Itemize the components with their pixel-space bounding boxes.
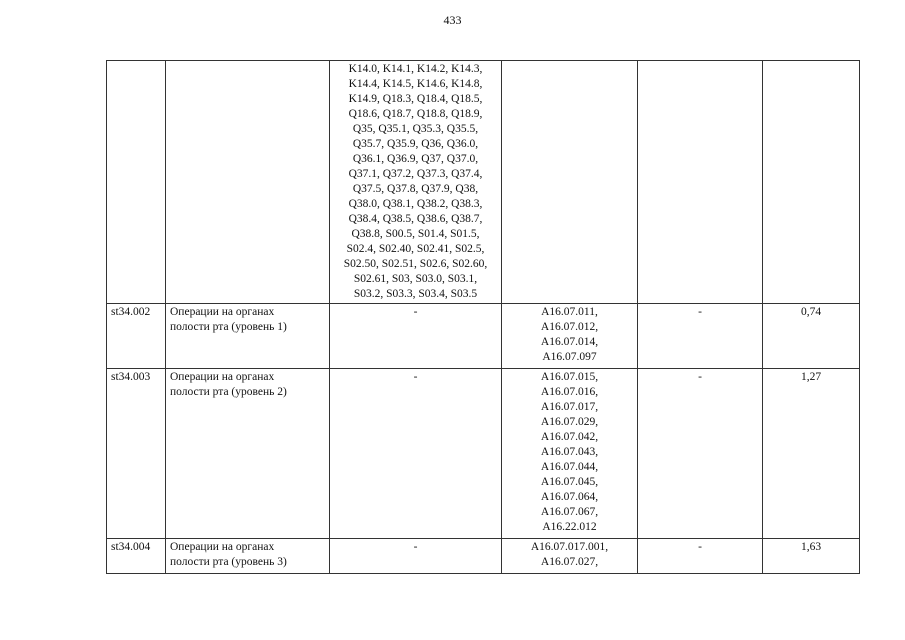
diagnosis-line: Q37.1, Q37.2, Q37.3, Q37.4, — [348, 168, 483, 180]
service-line: A16.07.027, — [540, 556, 599, 568]
ksg-table — [106, 60, 860, 574]
service-line: A16.07.012, — [540, 321, 599, 333]
diagnosis-line: S02.50, S02.51, S02.6, S02.60, — [343, 258, 488, 270]
diagnosis-line: Q36.1, Q36.9, Q37, Q37.0, — [352, 153, 479, 165]
diagnosis-line: Q38.8, S00.5, S01.4, S01.5, — [351, 228, 480, 240]
name-cell — [166, 61, 330, 304]
service-line: A16.07.014, — [540, 336, 599, 348]
service-line: A16.07.043, — [540, 446, 599, 458]
service-line: A16.07.017.001, — [530, 541, 609, 553]
diagnosis-line: S02.61, S03, S03.0, S03.1, — [353, 273, 478, 285]
name-cell — [166, 304, 330, 369]
code-cell — [107, 61, 166, 304]
services-cell — [502, 304, 638, 369]
table-row — [107, 369, 860, 539]
diagnosis-line: Q38.0, Q38.1, Q38.2, Q38.3, — [348, 198, 483, 210]
diagnosis-line: Q35.7, Q35.9, Q36, Q36.0, — [352, 138, 479, 150]
diagnosis-line: K14.9, Q18.3, Q18.4, Q18.5, — [348, 93, 483, 105]
other-cell: - — [638, 369, 763, 539]
service-line: A16.07.045, — [540, 476, 599, 488]
name-line: Операции на органах — [170, 371, 275, 383]
diagnosis-line: Q18.6, Q18.7, Q18.8, Q18.9, — [348, 108, 483, 120]
code-cell: st34.002 — [107, 304, 166, 369]
diagnosis-line: S03.2, S03.3, S03.4, S03.5 — [353, 288, 478, 300]
service-line: A16.07.067, — [540, 506, 599, 518]
diagnoses-cell: - — [330, 369, 502, 539]
table-row — [107, 304, 860, 369]
name-cell — [166, 539, 330, 574]
name-cell — [166, 369, 330, 539]
coefficient-cell — [763, 61, 860, 304]
diagnosis-line: K14.0, K14.1, K14.2, K14.3, — [348, 63, 483, 75]
service-line: A16.07.064, — [540, 491, 599, 503]
name-line: полости рта (уровень 1) — [170, 321, 287, 333]
service-line: A16.07.029, — [540, 416, 599, 428]
service-line: A16.07.097 — [542, 351, 597, 363]
service-line: A16.22.012 — [542, 521, 597, 533]
table-row-continuation — [107, 61, 860, 304]
service-line: A16.07.042, — [540, 431, 599, 443]
service-line: A16.07.016, — [540, 386, 599, 398]
name-line: Операции на органах — [170, 541, 275, 553]
other-cell — [638, 61, 763, 304]
other-cell: - — [638, 539, 763, 574]
services-cell — [502, 539, 638, 574]
services-cell — [502, 369, 638, 539]
name-line: Операции на органах — [170, 306, 275, 318]
coefficient-cell: 1,63 — [763, 539, 860, 574]
name-line: полости рта (уровень 3) — [170, 556, 287, 568]
diagnoses-cell — [330, 61, 502, 304]
diagnosis-line: K14.4, K14.5, K14.6, K14.8, — [348, 78, 483, 90]
page-number: 433 — [443, 13, 462, 27]
other-cell: - — [638, 304, 763, 369]
table-row — [107, 539, 860, 574]
coefficient-cell: 1,27 — [763, 369, 860, 539]
code-cell: st34.004 — [107, 539, 166, 574]
name-line: полости рта (уровень 2) — [170, 386, 287, 398]
diagnosis-line: Q37.5, Q37.8, Q37.9, Q38, — [352, 183, 479, 195]
diagnosis-line: S02.4, S02.40, S02.41, S02.5, — [346, 243, 485, 255]
code-cell: st34.003 — [107, 369, 166, 539]
service-line: A16.07.044, — [540, 461, 599, 473]
diagnosis-line: Q38.4, Q38.5, Q38.6, Q38.7, — [348, 213, 483, 225]
services-cell — [502, 61, 638, 304]
service-line: A16.07.015, — [540, 371, 599, 383]
service-line: A16.07.017, — [540, 401, 599, 413]
coefficient-cell: 0,74 — [763, 304, 860, 369]
diagnoses-cell: - — [330, 304, 502, 369]
diagnosis-line: Q35, Q35.1, Q35.3, Q35.5, — [352, 123, 479, 135]
service-line: A16.07.011, — [541, 306, 598, 318]
diagnoses-cell: - — [330, 539, 502, 574]
